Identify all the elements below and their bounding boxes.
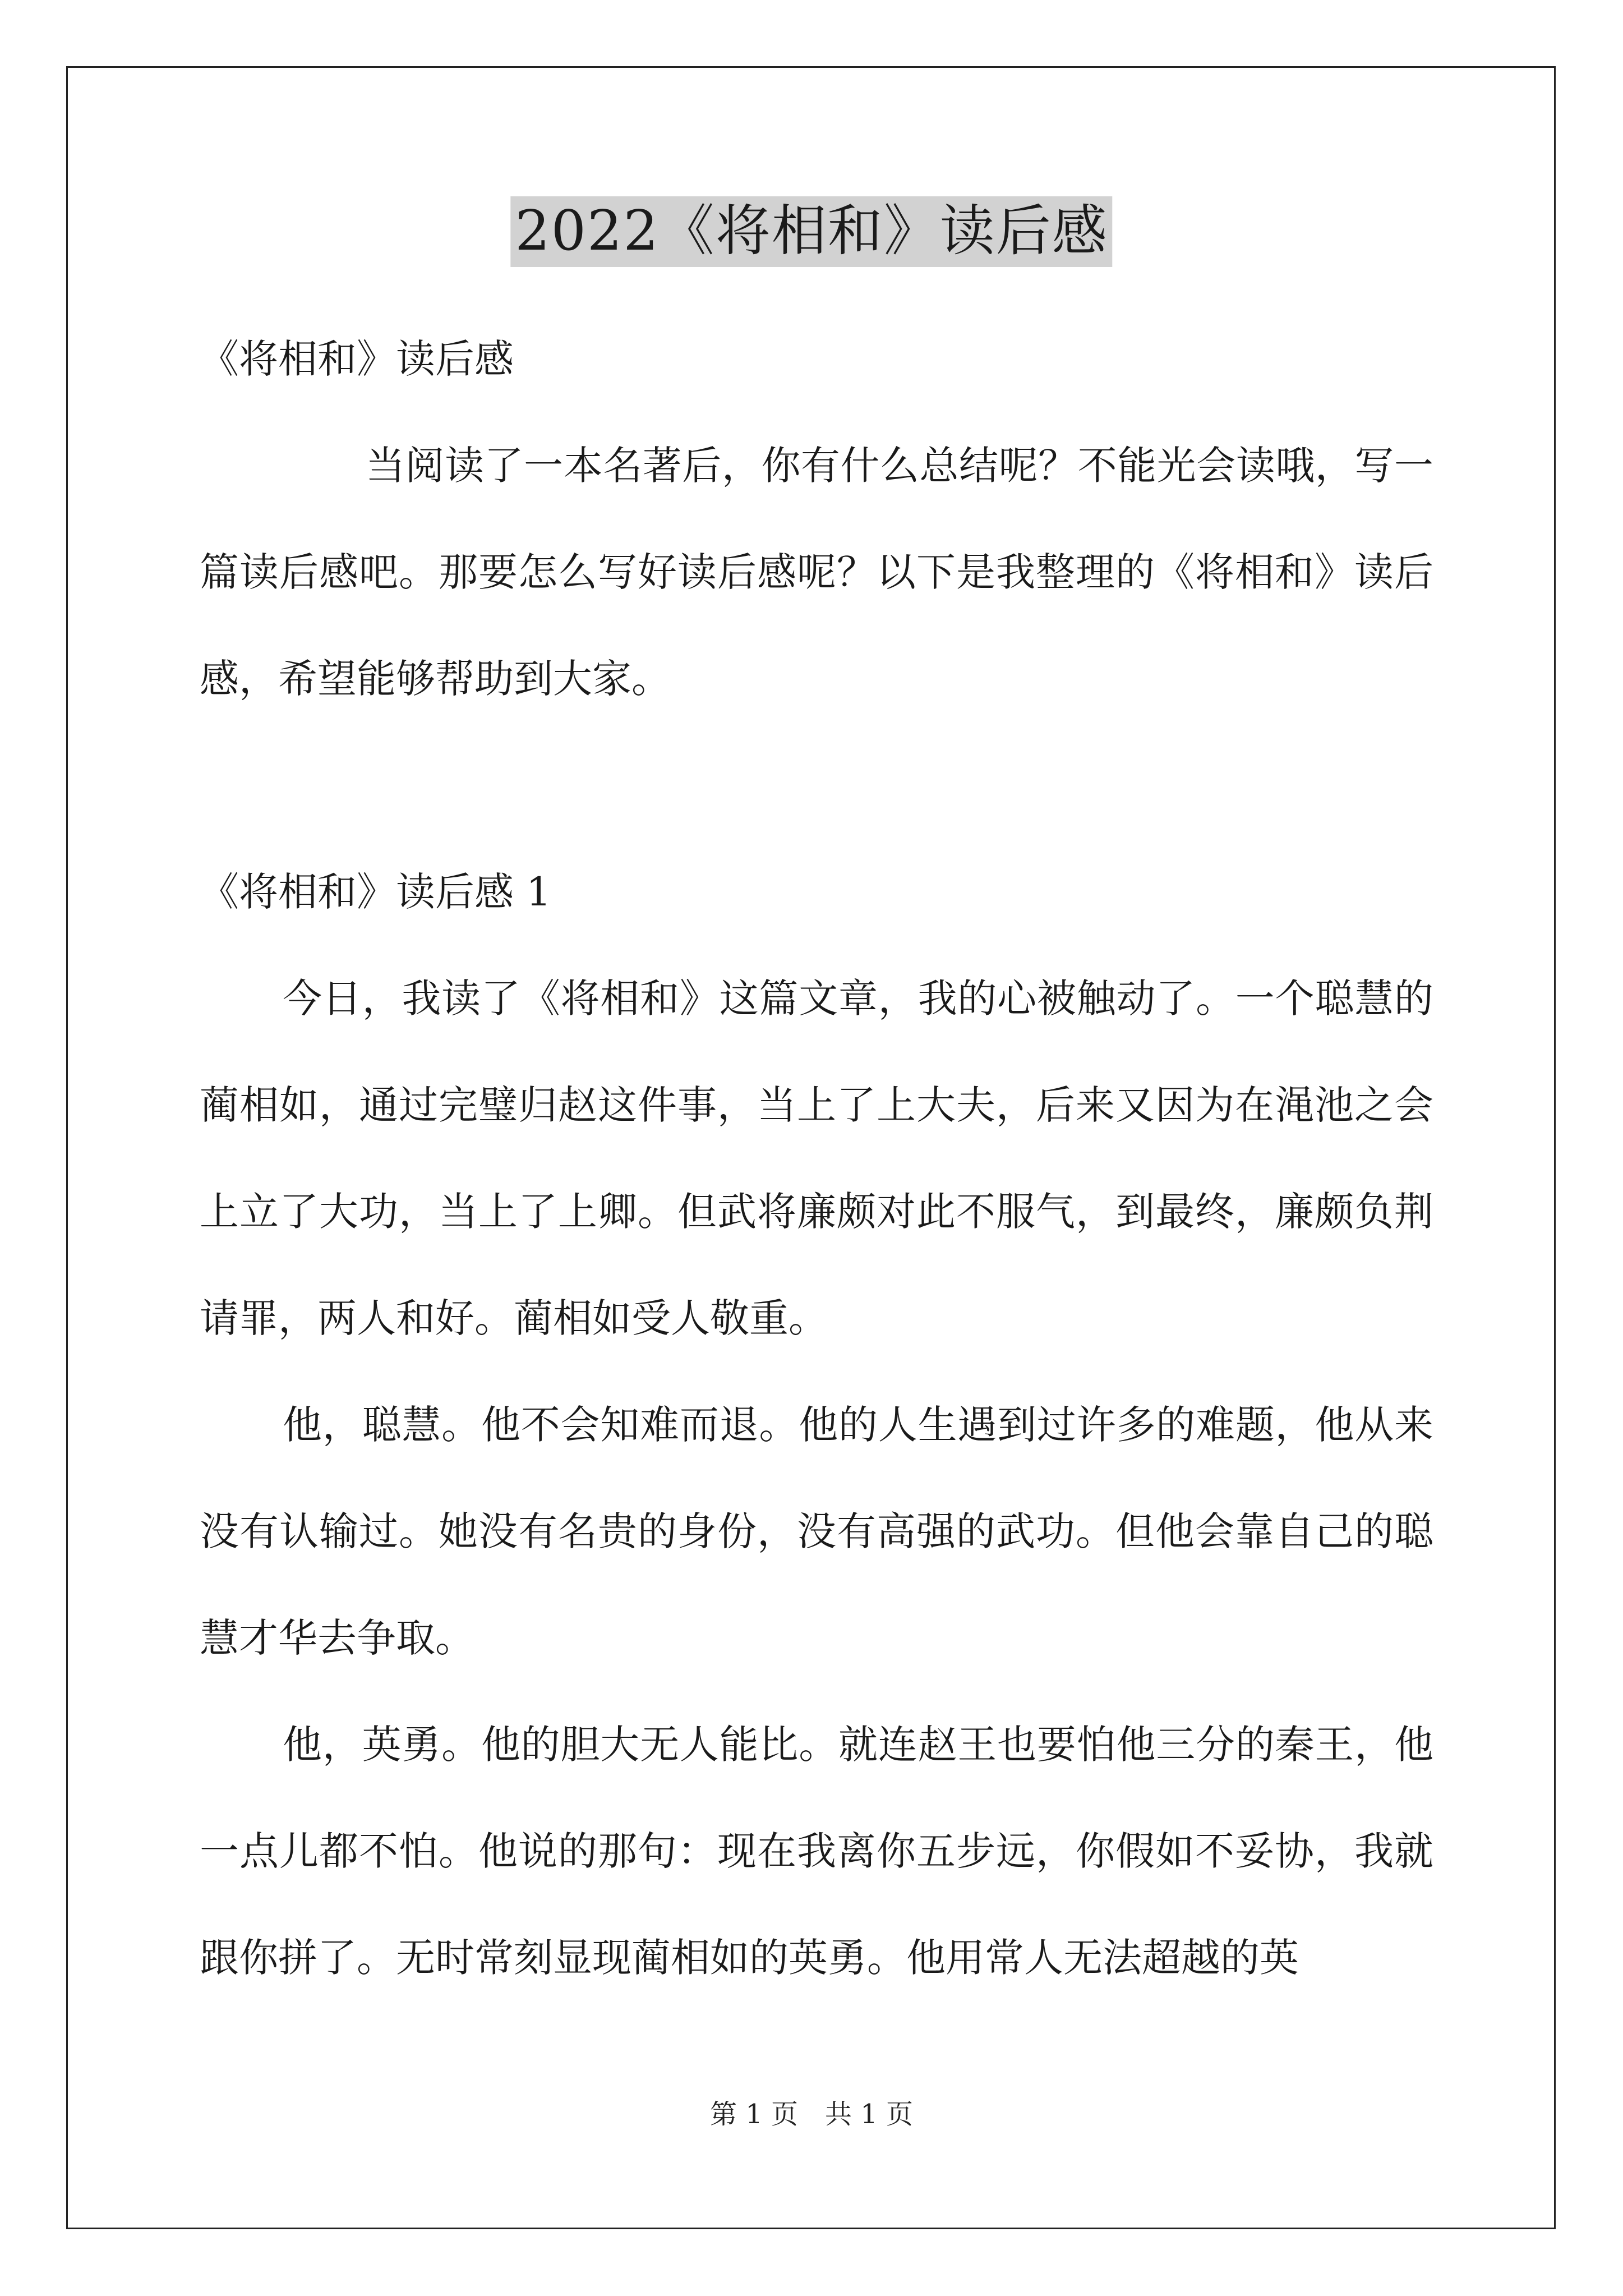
page-footer xyxy=(0,2092,1623,2131)
paragraph-spacer xyxy=(200,732,1433,839)
paragraph-body: 他，英勇。他的胆大无人能比。就连赵王也要怕他三分的秦王，他一点儿都不怕。他说的那句：现在我离你五步远，你假如不妥协，我就跟你拼了。无时常刻显现蔺相如的英勇。他用常人无法超越的英 xyxy=(200,1722,1433,1981)
document-title: 2022《将相和》读后感 xyxy=(510,196,1112,267)
paragraph-body: 今日，我读了《将相和》这篇文章，我的心被触动了。一个聪慧的蔺相如，通过完璧归赵这件事，当上了上大夫，后来又因为在渑池之会上立了大功，当上了上卿。但武将廉颇对此不服气，到最终，廉颇负荆请罪，两人和好。蔺相如受人敬重。 xyxy=(200,976,1433,1341)
page-number: 第 1 页 xyxy=(709,2099,798,2130)
paragraph-heading: 《将相和》读后感 xyxy=(200,336,514,382)
page-total: 共 1 页 xyxy=(825,2099,914,2130)
paragraph-intro: 当阅读了一本名著后，你有什么总结呢？不能光会读哦，写一篇读后感吧。那要怎么写好读后感呢？以下是我整理的《将相和》读后感，希望能够帮助到大家。 xyxy=(200,443,1433,702)
paragraph-body: 他，聪慧。他不会知难而退。他的人生遇到过许多的难题，他从来没有认输过。她没有名贵的身份，没有高强的武功。但他会靠自己的聪慧才华去争取。 xyxy=(200,1402,1433,1661)
document-body xyxy=(200,306,1433,2011)
section-heading: 《将相和》读后感 1 xyxy=(200,869,551,915)
